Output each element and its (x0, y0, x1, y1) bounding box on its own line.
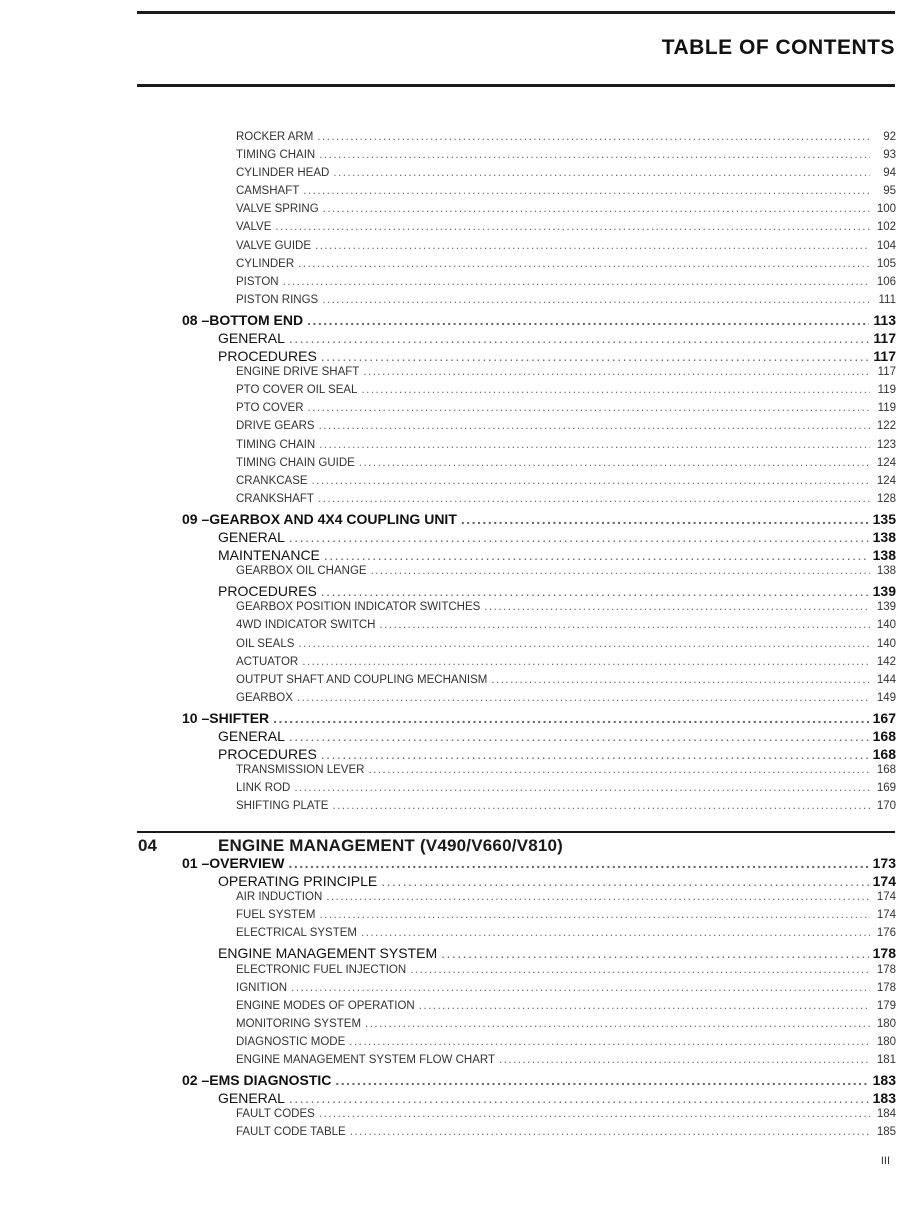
toc-section-entry[interactable] (218, 1090, 896, 1108)
entry-label: VALVE (236, 221, 272, 234)
toc-subsection-entry[interactable] (236, 800, 896, 818)
toc-subsection-entry[interactable] (236, 782, 896, 800)
entry-label: ACTUATOR (236, 655, 299, 668)
dot-leader (297, 692, 870, 704)
dot-leader (283, 276, 870, 288)
toc-subsection-entry[interactable] (236, 891, 896, 909)
dot-leader (315, 240, 870, 252)
toc-subsection-entry[interactable] (236, 402, 896, 420)
page-number: 167 (872, 709, 896, 726)
toc-subsection-entry[interactable] (236, 764, 896, 782)
dot-leader (289, 529, 869, 545)
entry-label: OIL SEALS (236, 637, 295, 650)
dot-leader (289, 330, 869, 346)
toc-subsection-entry[interactable] (236, 131, 896, 149)
entry-label: CRANKSHAFT (236, 492, 314, 505)
page-number: 117 (877, 366, 896, 379)
entry-label: ELECTRONIC FUEL INJECTION (236, 963, 407, 976)
part-rule (137, 831, 895, 833)
toc-subsection-entry[interactable] (236, 1018, 896, 1036)
page-number: 119 (877, 402, 896, 415)
toc-subsection-entry[interactable] (236, 221, 896, 239)
toc-subsection-entry[interactable] (236, 185, 896, 203)
entry-label: ENGINE MANAGEMENT SYSTEM FLOW CHART (236, 1053, 495, 1066)
dot-leader (321, 348, 870, 364)
entry-label: ENGINE DRIVE SHAFT (236, 366, 360, 379)
entry-label: PROCEDURES (218, 746, 317, 763)
chapter-number: 08 – (182, 311, 210, 328)
dot-leader (319, 420, 870, 432)
toc-subsection-entry[interactable] (236, 619, 896, 637)
entry-label: TRANSMISSION LEVER (236, 764, 365, 777)
dot-leader (333, 167, 870, 179)
dot-leader (332, 800, 870, 812)
page-number: 174 (872, 873, 896, 890)
toc-section-entry[interactable] (218, 529, 896, 547)
dot-leader (461, 511, 869, 527)
part-title: ENGINE MANAGEMENT (V490/V660/V810) (218, 836, 564, 855)
chapter-number: 10 – (182, 709, 210, 726)
dot-leader (273, 710, 869, 726)
dot-leader (350, 1126, 870, 1138)
entry-label: EMS DIAGNOSTIC (209, 1072, 332, 1088)
dot-leader (359, 457, 870, 469)
page-number: 124 (876, 456, 896, 469)
entry-label: GEARBOX POSITION INDICATOR SWITCHES (236, 601, 481, 614)
entry-label: MONITORING SYSTEM (236, 1017, 362, 1030)
entry-label: TIMING CHAIN (236, 149, 316, 162)
dot-leader (363, 366, 870, 378)
page-number: 178 (876, 981, 896, 994)
page-number: 184 (876, 1108, 896, 1121)
dot-leader (380, 619, 871, 631)
toc-subsection-entry[interactable] (236, 601, 896, 619)
entry-label: FAULT CODES (236, 1108, 315, 1121)
dot-leader (312, 475, 870, 487)
entry-label: MAINTENANCE (218, 547, 320, 564)
toc-subsection-entry[interactable] (236, 493, 896, 511)
page-number: 122 (876, 420, 896, 433)
dot-leader (319, 439, 870, 451)
toc-subsection-entry[interactable] (236, 258, 896, 276)
toc-section-entry[interactable] (218, 583, 896, 601)
dot-leader (288, 855, 868, 871)
toc-subsection-entry[interactable] (236, 475, 896, 493)
dot-leader (289, 728, 869, 744)
entry-label: TIMING CHAIN GUIDE (236, 456, 355, 469)
entry-label: GEARBOX AND 4X4 COUPLING UNIT (209, 510, 457, 527)
toc-chapter-entry[interactable] (182, 710, 896, 728)
page-number: 139 (872, 583, 896, 600)
entry-label: 4WD INDICATOR SWITCH (236, 619, 376, 632)
page-number: 170 (876, 800, 896, 813)
page-number: 185 (876, 1126, 896, 1139)
page-number: 92 (883, 131, 896, 143)
page-title: TABLE OF CONTENTS (661, 36, 895, 59)
toc-subsection-entry[interactable] (236, 240, 896, 258)
dot-leader (303, 185, 870, 197)
page-number: 123 (876, 438, 896, 451)
toc-subsection-entry[interactable] (236, 276, 896, 294)
toc-section-entry[interactable] (218, 330, 896, 348)
toc-section-entry[interactable] (218, 873, 896, 891)
entry-label: ENGINE MODES OF OPERATION (236, 999, 415, 1012)
page-number: 102 (876, 221, 896, 234)
toc-subsection-entry[interactable] (236, 366, 896, 384)
page-number: 168 (872, 746, 896, 763)
page-number: 180 (876, 1017, 896, 1030)
dot-leader (361, 384, 870, 396)
toc-subsection-entry[interactable] (236, 439, 896, 457)
page-number: 179 (876, 999, 896, 1012)
part-number: 04 (138, 836, 157, 855)
dot-leader (323, 203, 870, 215)
entry-label: PISTON RINGS (236, 293, 319, 306)
page-number: 174 (876, 891, 896, 904)
toc-section-entry[interactable] (218, 746, 896, 764)
entry-label: BOTTOM END (209, 311, 304, 328)
page-number: 105 (876, 257, 896, 270)
entry-label: OVERVIEW (209, 855, 285, 871)
toc-subsection-entry[interactable] (236, 149, 896, 167)
page-number: 140 (876, 637, 896, 650)
entry-label: CRANKCASE (236, 474, 308, 487)
toc-chapter-entry[interactable] (182, 312, 896, 330)
toc-chapter-entry[interactable] (182, 855, 896, 873)
dot-leader (371, 565, 870, 577)
entry-label: GEARBOX OIL CHANGE (236, 565, 367, 578)
dot-leader (275, 221, 870, 233)
page-number: 178 (872, 945, 896, 962)
toc-section-entry[interactable] (218, 728, 896, 746)
entry-label: GEARBOX (236, 691, 293, 704)
page-number: 100 (876, 203, 896, 216)
entry-label: CYLINDER (236, 257, 295, 270)
page-number: 181 (876, 1053, 896, 1066)
entry-label: CAMSHAFT (236, 185, 300, 198)
toc-subsection-entry[interactable] (236, 384, 896, 402)
dot-leader (318, 493, 870, 505)
toc-section-entry[interactable] (218, 945, 896, 963)
dot-leader (294, 782, 870, 794)
page-number: 95 (883, 185, 896, 198)
toc-subsection-entry[interactable] (236, 927, 896, 945)
toc-subsection-entry[interactable] (236, 457, 896, 475)
toc-subsection-entry[interactable] (236, 1054, 896, 1072)
entry-label: PROCEDURES (218, 348, 317, 365)
entry-label: TIMING CHAIN (236, 438, 316, 451)
page-number: 169 (876, 782, 896, 795)
entry-label: PTO COVER (236, 402, 304, 415)
entry-label: PTO COVER OIL SEAL (236, 384, 358, 397)
entry-label: GENERAL (218, 330, 285, 346)
page-number: 183 (872, 1072, 896, 1088)
toc-subsection-entry[interactable] (236, 1108, 896, 1126)
page-number: 149 (876, 691, 896, 704)
page-number: 174 (876, 909, 896, 922)
page-number: 119 (877, 384, 896, 397)
dot-leader (499, 1054, 870, 1066)
entry-label: OUTPUT SHAFT AND COUPLING MECHANISM (236, 673, 488, 686)
page-number: 106 (876, 275, 896, 288)
dot-leader (291, 982, 870, 994)
toc-subsection-entry[interactable] (236, 167, 896, 185)
dot-leader (419, 1000, 870, 1012)
entry-label: FAULT CODE TABLE (236, 1126, 346, 1139)
entry-label: AIR INDUCTION (236, 891, 323, 904)
entry-label: VALVE GUIDE (236, 239, 311, 252)
toc-subsection-entry[interactable] (236, 420, 896, 438)
page-number: 117 (873, 348, 896, 365)
dot-leader (319, 1108, 870, 1120)
entry-label: PROCEDURES (218, 583, 317, 600)
toc-subsection-entry[interactable] (236, 1000, 896, 1018)
dot-leader (484, 601, 870, 613)
page-number: 94 (883, 167, 896, 180)
entry-label: ELECTRICAL SYSTEM (236, 927, 357, 940)
entry-label: ROCKER ARM (236, 131, 314, 143)
page-number: 180 (876, 1035, 896, 1048)
dot-leader (317, 131, 870, 143)
toc-subsection-entry[interactable] (236, 909, 896, 927)
toc-subsection-entry[interactable] (236, 674, 896, 692)
dot-leader (302, 656, 870, 668)
chapter-number: 02 – (182, 1072, 210, 1088)
entry-label: CYLINDER HEAD (236, 167, 330, 180)
dot-leader (322, 294, 870, 306)
chapter-number: 09 – (182, 510, 210, 527)
page-number: 117 (873, 330, 896, 346)
toc-subsection-entry[interactable] (236, 294, 896, 312)
dot-leader (319, 909, 870, 921)
entry-label: PISTON (236, 275, 279, 288)
page-number: 104 (876, 239, 896, 252)
toc-section-entry[interactable] (218, 547, 896, 565)
entry-label: VALVE SPRING (236, 203, 319, 216)
page-number: 139 (876, 601, 896, 614)
dot-leader (321, 746, 869, 762)
entry-label: GENERAL (218, 728, 285, 744)
page-number: 178 (876, 963, 896, 976)
page-number: 140 (876, 619, 896, 632)
chapter-number: 01 – (182, 855, 210, 871)
dot-leader (307, 312, 869, 328)
dot-leader (361, 927, 870, 939)
page-number: 183 (872, 1090, 896, 1106)
toc-subsection-entry[interactable] (236, 1036, 896, 1054)
dot-leader (298, 638, 870, 650)
dot-leader (324, 547, 869, 563)
page-number: 168 (876, 764, 896, 777)
dot-leader (441, 945, 869, 961)
dot-leader (289, 1090, 869, 1106)
toc-subsection-entry[interactable] (236, 1126, 896, 1144)
page-number: 113 (873, 311, 896, 328)
entry-label: DRIVE GEARS (236, 420, 315, 433)
entry-label: DIAGNOSTIC MODE (236, 1035, 346, 1048)
dot-leader (326, 891, 870, 903)
dot-leader (381, 873, 868, 889)
dot-leader (410, 964, 870, 976)
toc-subsection-entry[interactable] (236, 565, 896, 583)
toc-subsection-entry[interactable] (236, 638, 896, 656)
dot-leader (365, 1018, 870, 1030)
page-folio: III (880, 1155, 890, 1167)
page-number: 124 (876, 474, 896, 487)
page-number: 168 (872, 728, 896, 744)
toc-section-entry[interactable] (218, 348, 896, 366)
page-number: 144 (876, 673, 896, 686)
page-number: 135 (872, 510, 896, 527)
entry-label: SHIFTING PLATE (236, 800, 329, 813)
toc-subsection-entry[interactable] (236, 982, 896, 1000)
entry-label: ENGINE MANAGEMENT SYSTEM (218, 945, 438, 962)
entry-label: LINK ROD (236, 782, 291, 795)
toc-subsection-entry[interactable] (236, 964, 896, 982)
entry-label: GENERAL (218, 529, 285, 545)
page-number: 138 (872, 529, 896, 545)
toc-chapter-entry[interactable] (182, 1072, 896, 1090)
dot-leader (308, 402, 870, 414)
dot-leader (491, 674, 870, 686)
toc-subsection-entry[interactable] (236, 692, 896, 710)
entry-label: SHIFTER (209, 709, 270, 726)
entry-label: FUEL SYSTEM (236, 909, 316, 922)
page-number: 138 (876, 565, 896, 578)
entry-label: IGNITION (236, 981, 288, 994)
page-number: 111 (878, 293, 896, 306)
toc-chapter-entry[interactable] (182, 511, 896, 529)
dot-leader (298, 258, 870, 270)
page-number: 93 (883, 149, 896, 162)
entry-label: OPERATING PRINCIPLE (218, 873, 378, 890)
dot-leader (321, 583, 869, 599)
entry-label: GENERAL (218, 1090, 285, 1106)
page-number: 142 (876, 655, 896, 668)
dot-leader (319, 149, 870, 161)
page-number: 176 (876, 927, 896, 940)
toc-subsection-entry[interactable] (236, 656, 896, 674)
page-number: 138 (872, 547, 896, 564)
page-number: 128 (876, 492, 896, 505)
page-number: 173 (872, 855, 896, 871)
dot-leader (368, 764, 870, 776)
dot-leader (335, 1072, 868, 1088)
dot-leader (349, 1036, 870, 1048)
toc-subsection-entry[interactable] (236, 203, 896, 221)
